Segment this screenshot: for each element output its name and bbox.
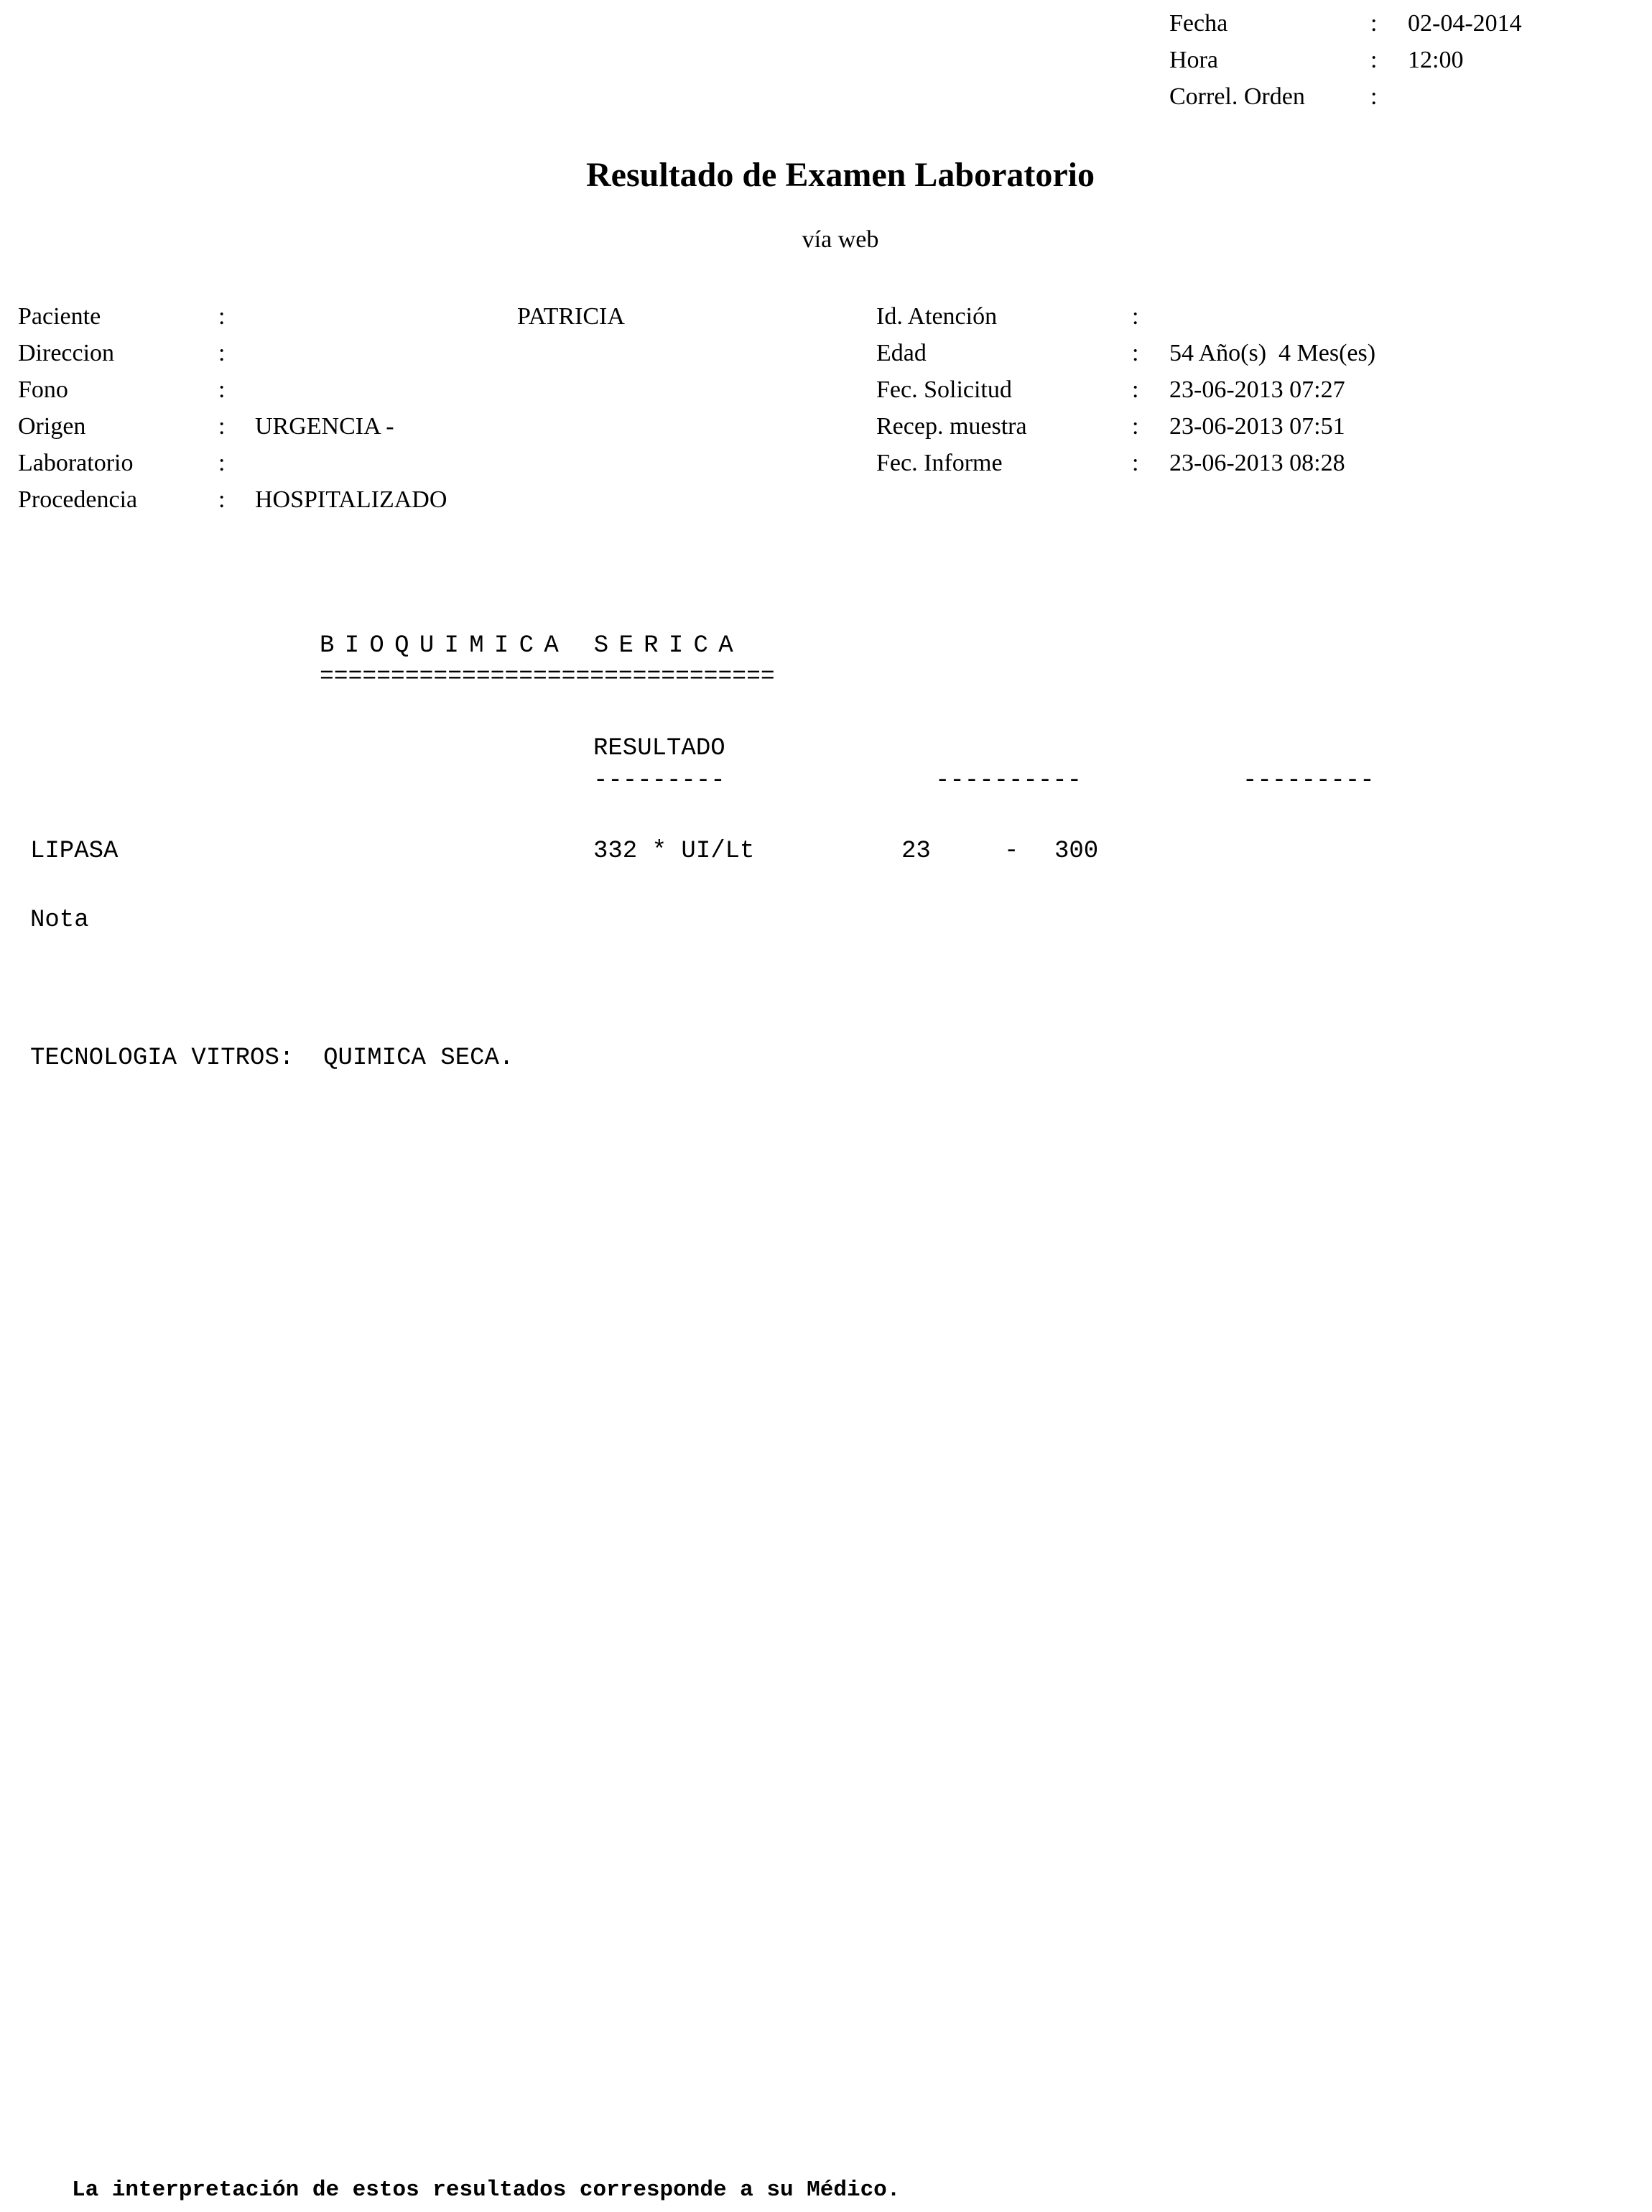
direccion-label: Direccion <box>18 340 115 366</box>
correl-colon: : <box>1370 83 1378 110</box>
document-title: Resultado de Examen Laboratorio <box>586 156 1095 194</box>
recep-muestra-label: Recep. muestra <box>876 413 1027 440</box>
id-atencion-colon: : <box>1132 303 1139 330</box>
procedencia-value: HOSPITALIZADO <box>255 486 447 513</box>
fec-informe-colon: : <box>1132 450 1139 476</box>
resultado-header: RESULTADO <box>593 735 725 762</box>
fec-solicitud-label: Fec. Solicitud <box>876 376 1012 403</box>
procedencia-label: Procedencia <box>18 486 138 513</box>
fec-informe-label: Fec. Informe <box>876 450 1003 476</box>
edad-label: Edad <box>876 340 927 366</box>
hora-value: 12:00 <box>1408 47 1464 73</box>
footer-note: La interpretación de estos resultados corresponde a su Médico. <box>72 2178 901 2203</box>
procedencia-colon: : <box>218 486 226 513</box>
correl-label: Correl. Orden <box>1169 83 1305 110</box>
id-atencion-label: Id. Atención <box>876 303 998 330</box>
extra-dashes: --------- <box>1243 767 1375 795</box>
laboratorio-label: Laboratorio <box>18 450 134 476</box>
paciente-label: Paciente <box>18 303 101 330</box>
laboratorio-colon: : <box>218 450 226 476</box>
test-result: 332 * UI/Lt <box>593 838 755 865</box>
section-title: BIOQUIMICA SERICA <box>320 632 743 660</box>
recep-muestra-value: 23-06-2013 07:51 <box>1169 413 1345 440</box>
origen-colon: : <box>218 413 226 440</box>
reference-dashes: ---------- <box>935 767 1082 795</box>
document-subtitle: vía web <box>802 226 879 253</box>
fecha-label: Fecha <box>1169 10 1228 37</box>
origen-label: Origen <box>18 413 86 440</box>
reference-high: 300 <box>1054 838 1099 865</box>
fecha-colon: : <box>1370 10 1378 37</box>
fecha-value: 02-04-2014 <box>1408 10 1522 37</box>
section-underline: ================================ <box>320 663 775 690</box>
nota-label: Nota <box>30 907 89 934</box>
technology-note: TECNOLOGIA VITROS: QUIMICA SECA. <box>30 1045 514 1072</box>
fono-label: Fono <box>18 376 68 403</box>
reference-separator: - <box>1004 838 1019 865</box>
fec-solicitud-colon: : <box>1132 376 1139 403</box>
recep-muestra-colon: : <box>1132 413 1139 440</box>
fec-informe-value: 23-06-2013 08:28 <box>1169 450 1345 476</box>
edad-colon: : <box>1132 340 1139 366</box>
resultado-dashes: --------- <box>593 767 725 795</box>
edad-value: 54 Año(s) 4 Mes(es) <box>1169 340 1376 366</box>
fec-solicitud-value: 23-06-2013 07:27 <box>1169 376 1345 403</box>
reference-low: 23 <box>901 838 931 865</box>
test-name: LIPASA <box>30 838 119 865</box>
fono-colon: : <box>218 376 226 403</box>
hora-label: Hora <box>1169 47 1218 73</box>
direccion-colon: : <box>218 340 226 366</box>
origen-value: URGENCIA - <box>255 413 394 440</box>
hora-colon: : <box>1370 47 1378 73</box>
paciente-colon: : <box>218 303 226 330</box>
paciente-value: PATRICIA <box>517 303 625 330</box>
